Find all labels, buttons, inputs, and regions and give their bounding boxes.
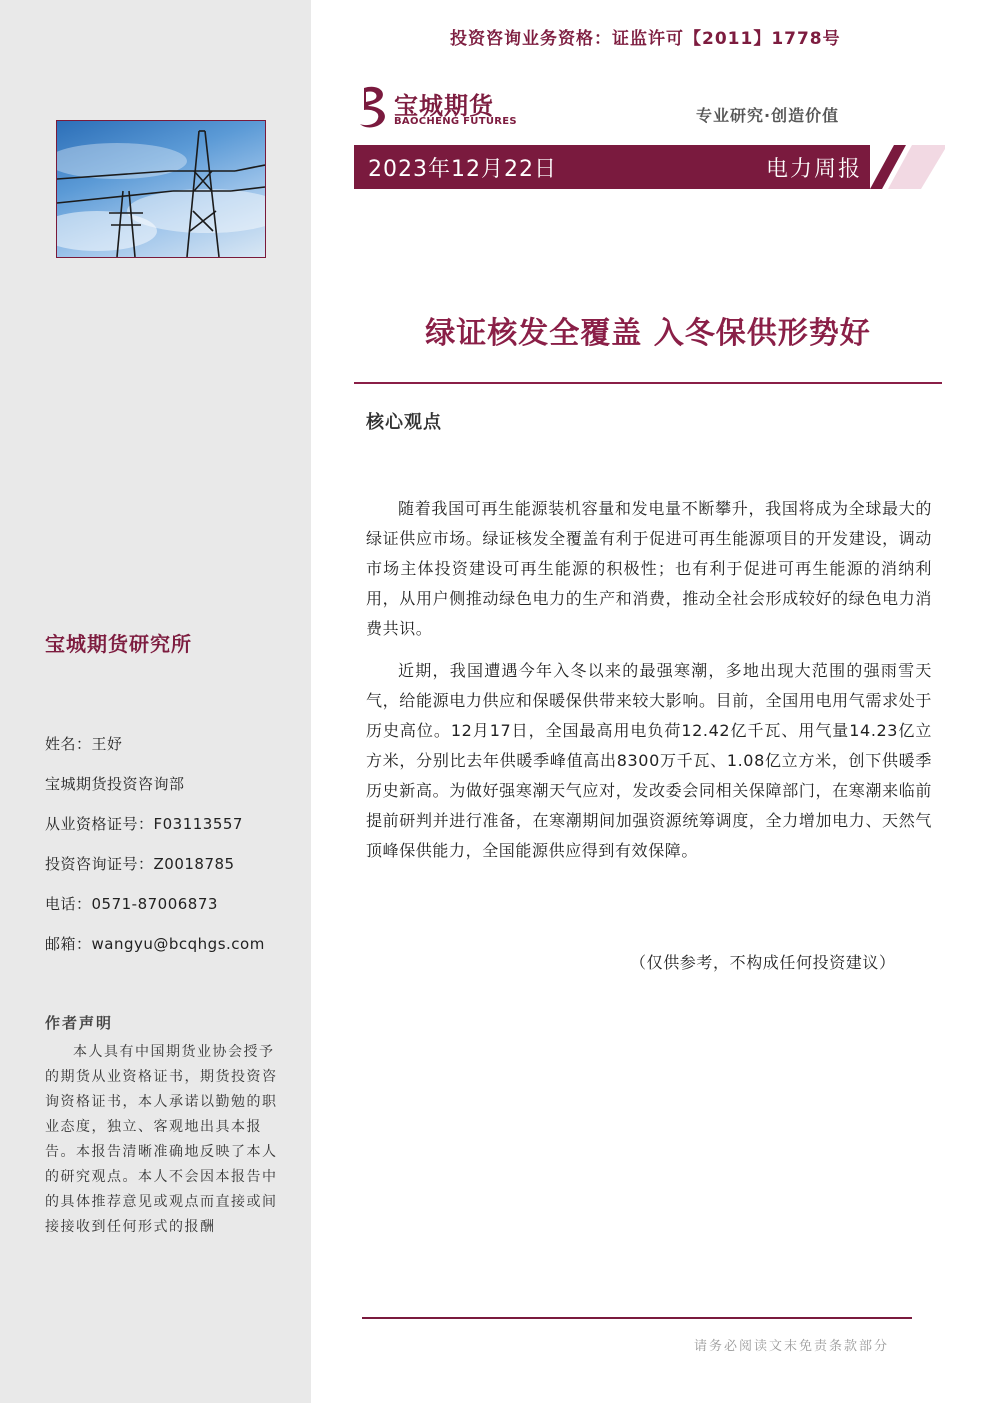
logo-chinese-text: 宝城期货 xyxy=(394,92,494,120)
declaration-text: 本人具有中国期货业协会授予的期货从业资格证书，期货投资咨询资格证书，本人承诺以勤勉的职业态度，独立、客观地出具本报告。本报告清晰准确地反映了本人的研究观点。本人不会因本报告中的具体推荐意见或观点而直接或间接接收到任何形式的报酬 xyxy=(45,1044,278,1235)
practice-license: 从业资格证号：F03113557 xyxy=(45,815,243,833)
date-banner xyxy=(354,145,870,189)
report-type: 电力周报 xyxy=(765,157,862,182)
report-date: 2023年12月22日 xyxy=(368,157,557,182)
footer-divider xyxy=(362,1317,912,1319)
report-title: 绿证核发全覆盖 入冬保供形势好 xyxy=(425,316,871,351)
banner-stripes xyxy=(850,145,945,189)
paragraph-1: 随着我国可再生能源装机容量和发电量不断攀升，我国将成为全球最大的绿证供应市场。绿证核发全覆盖有利于促进可再生能源项目的开发建设，调动市场主体投资建设可再生能源的积极性；也有利于促进可再生能源的消纳利用，从用户侧推动绿色电力的生产和消费，推动全社会形成较好的绿色电力消费共识。 xyxy=(366,499,932,638)
power-tower-photo xyxy=(56,120,266,258)
title-divider xyxy=(354,382,942,384)
baocheng-b-logo-icon xyxy=(356,84,390,130)
core-heading: 核心观点 xyxy=(366,412,442,433)
declaration-title: 作者声明 xyxy=(45,1014,114,1032)
phone: 电话：0571-87006873 xyxy=(45,895,218,913)
slogan: 专业研究·创造价值 xyxy=(696,106,840,125)
advisory-license: 投资咨询证号：Z0018785 xyxy=(45,855,235,873)
author-department: 宝城期货投资咨询部 xyxy=(45,775,185,793)
paragraph-2: 近期，我国遭遇今年入冬以来的最强寒潮，多地出现大范围的强雨雪天气，给能源电力供应和保暖保供带来较大影响。目前，全国用电用气需求处于历史高位。12月17日，全国最高用电负荷12.42亿千瓦、用气量14.23亿立方米，分别比去年供暖季峰值高出8300万千瓦、1.08亿立方米，创下供暖季历史新高。为做好强寒潮天气应对，发改委会同相关保障部门，在寒潮来临前提前研判并进行准备，在寒潮期间加强资源统筹调度，全力增加电力、天然气顶峰保供能力，全国能源供应得到有效保障。 xyxy=(366,661,932,860)
institute-name: 宝城期货研究所 xyxy=(45,632,192,656)
disclaimer: （仅供参考，不构成任何投资建议） xyxy=(630,953,896,972)
email-link[interactable]: 邮箱：wangyu@bcqhgs.com xyxy=(45,935,265,953)
logo-english-text: BAOCHENG FUTURES xyxy=(394,116,517,127)
author-name: 姓名：王妤 xyxy=(45,735,123,753)
company-logo[interactable] xyxy=(356,84,526,132)
sidebar xyxy=(0,0,311,1403)
footer-note: 请务必阅读文末免责条款部分 xyxy=(694,1339,890,1354)
qualification-line: 投资咨询业务资格：证监许可【2011】1778号 xyxy=(450,29,841,49)
